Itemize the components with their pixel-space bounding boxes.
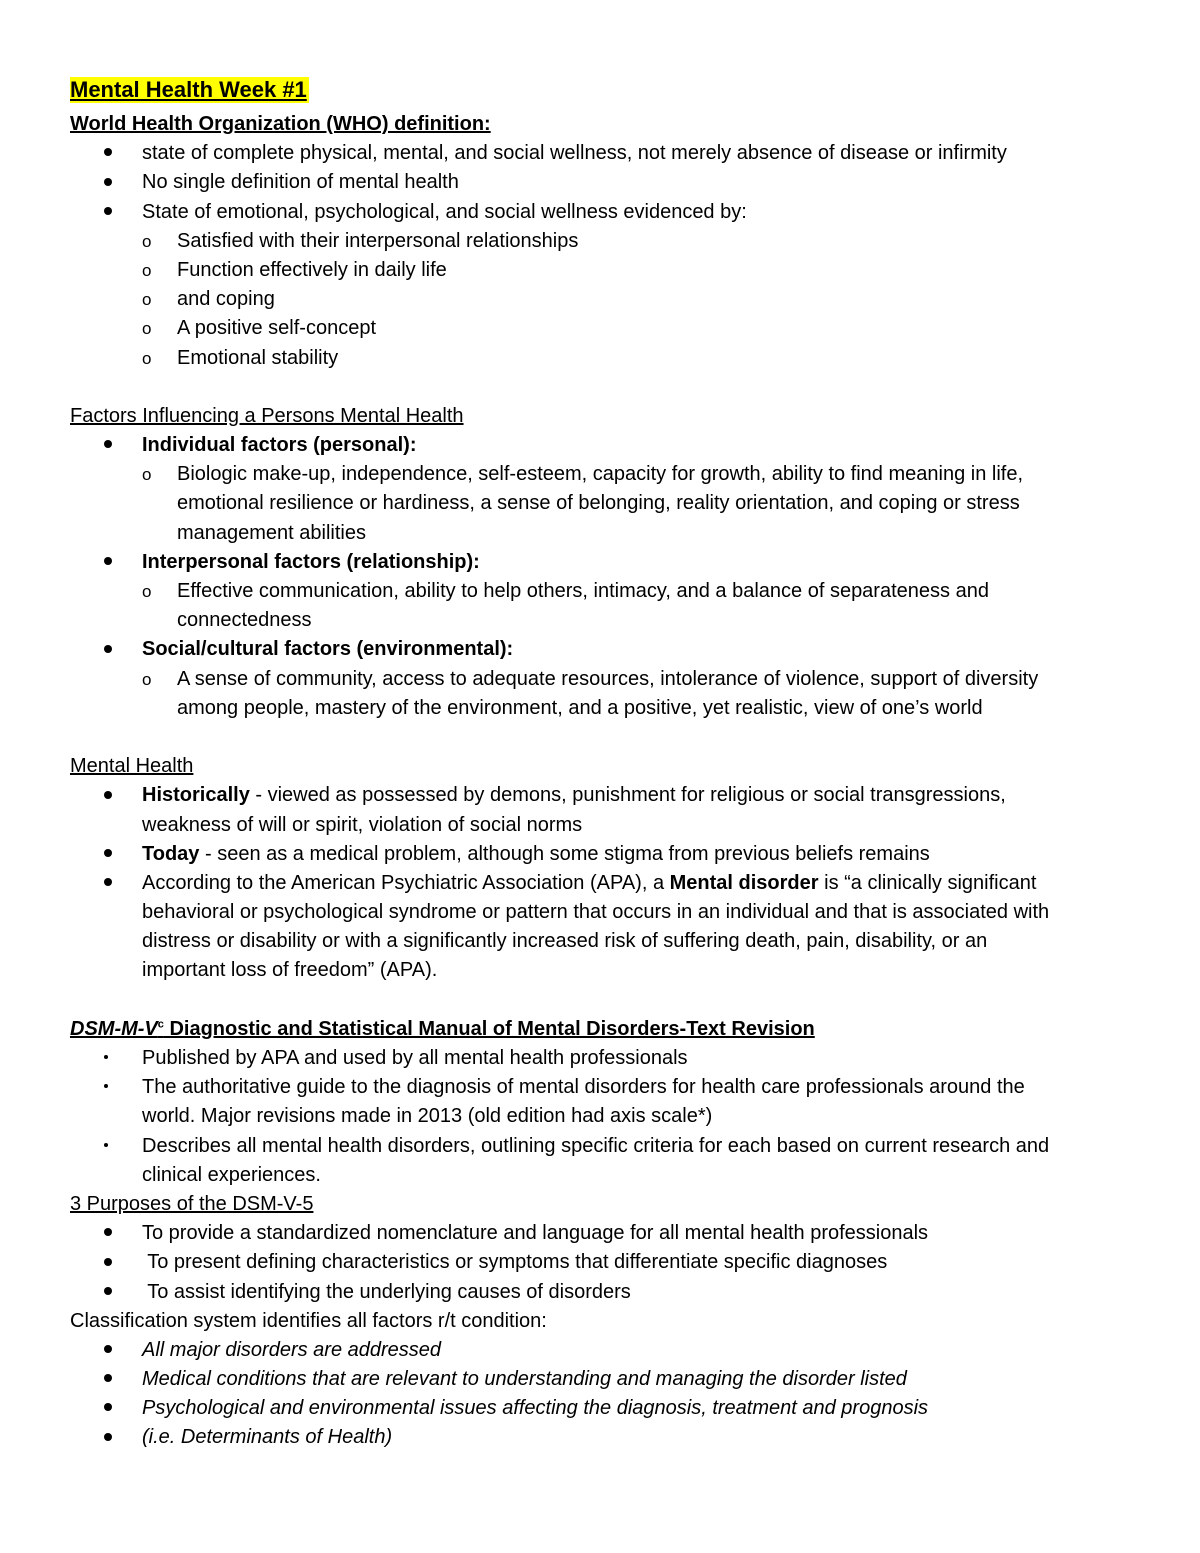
bullet-icon [104,168,124,197]
circle-bullet-icon: o [142,348,152,368]
list-item: To present defining characteristics or symptoms that differentiate specific diagnoses [70,1248,1140,1277]
bullet-icon [104,1278,124,1307]
bullet-icon [104,1132,124,1161]
list-item-cont: clinical experiences. [142,1163,321,1186]
title-line [70,76,1140,110]
bullet-icon [104,1044,124,1073]
bullet-icon [104,431,124,460]
list-item: No single definition of mental health [70,168,1140,197]
sub-list-item: o Effective communication, ability to help others, intimacy, and a balance of separateness and [70,577,1140,606]
bullet-icon [104,1423,124,1452]
bullet-icon [104,840,124,869]
sub-list-item-cont: among people, mastery of the environment, and a positive, yet realistic, view of one’s world [177,696,983,719]
list-item: Historically - viewed as possessed by demons, punishment for religious or social transgressions, [70,781,1140,810]
classification-heading: Classification system identifies all factors r/t condition: [70,1309,547,1332]
factors-heading: Factors Influencing a Persons Mental Health [70,404,464,427]
list-item: To assist identifying the underlying causes of disorders [70,1278,1140,1307]
circle-bullet-icon: o [142,319,152,339]
circle-bullet-icon: o [142,290,152,310]
list-item: (i.e. Determinants of Health) [70,1423,1140,1452]
bullet-icon [104,1394,124,1423]
circle-bullet-icon: o [142,231,152,251]
list-item: state of complete physical, mental, and social wellness, not merely absence of disease or infirmity [70,139,1140,168]
list-item-cont: world. Major revisions made in 2013 (old edition had axis scale*) [142,1105,713,1128]
sub-list-item-cont: connectedness [177,609,312,632]
purposes-heading: 3 Purposes of the DSM-V-5 [70,1192,314,1215]
bullet-icon [104,139,124,168]
document-page [70,76,1140,1453]
circle-bullet-icon: o [142,465,152,485]
bullet-icon [104,869,124,898]
list-item: Medical conditions that are relevant to understanding and managing the disorder listed [70,1365,1140,1394]
bullet-icon [104,1219,124,1248]
list-item: Today - seen as a medical problem, although some stigma from previous beliefs remains [70,840,1140,869]
list-item: Social/cultural factors (environmental): [70,635,1140,664]
sub-list-item-cont: emotional resilience or hardiness, a sense of belonging, reality orientation, and coping or stress [177,492,1020,515]
dsm-heading: DSM-$M-V^c$ Diagnostic and Statistical Manual of Mental Disorders-Text Revision [70,1017,815,1040]
circle-bullet-icon: o [142,669,152,689]
who-heading: World Health Organization (WHO) definition: [70,113,491,135]
mental-health-heading: Mental Health [70,755,194,778]
list-item-cont: important loss of freedom” (APA). [142,959,438,982]
bullet-icon [104,548,124,577]
list-item: According to the American Psychiatric Association (APA), a Mental disorder is “a clinically significant [70,869,1140,898]
sub-list-item: o A positive self-concept [70,314,1140,343]
bullet-icon [104,781,124,810]
sub-list-item: o Biologic make-up, independence, self-esteem, capacity for growth, ability to find meaning in life, [70,460,1140,489]
list-item-cont: distress or disability or with a significantly increased risk of suffering death, pain, disability, or an [142,930,988,953]
list-item-cont: behavioral or psychological syndrome or pattern that occurs in an individual and that is associated with [142,901,1050,924]
bullet-icon [104,1073,124,1102]
list-item: State of emotional, psychological, and social wellness evidenced by: [70,198,1140,227]
sub-list-item: o Satisfied with their interpersonal relationships [70,227,1140,256]
bullet-icon [104,635,124,664]
list-item: Interpersonal factors (relationship): [70,548,1140,577]
sub-list-item: o A sense of community, access to adequate resources, intolerance of violence, support of diversity [70,665,1140,694]
bullet-icon [104,198,124,227]
list-item: Describes all mental health disorders, outlining specific criteria for each based on current research and [70,1132,1140,1161]
sub-list-item-cont: management abilities [177,521,366,544]
list-item: Individual factors (personal): [70,431,1140,460]
circle-bullet-icon: o [142,582,152,601]
list-item: Published by APA and used by all mental health professionals [70,1044,1140,1073]
list-item: The authoritative guide to the diagnosis of mental disorders for health care professionals around the [70,1073,1140,1102]
bullet-icon [104,1365,124,1394]
sub-list-item: o and coping [70,285,1140,314]
list-item: To provide a standardized nomenclature and language for all mental health professionals [70,1219,1140,1248]
sub-list-item: o Function effectively in daily life [70,256,1140,285]
bullet-icon [104,1336,124,1365]
page-title: Mental Health Week #1 [70,77,307,102]
bullet-icon [104,1248,124,1277]
list-item: Psychological and environmental issues affecting the diagnosis, treatment and prognosis [70,1394,1140,1423]
sub-list-item: o Emotional stability [70,344,1140,373]
list-item: All major disorders are addressed [70,1336,1140,1365]
list-item-cont: weakness of will or spirit, violation of social norms [142,813,583,836]
circle-bullet-icon: o [142,260,152,280]
